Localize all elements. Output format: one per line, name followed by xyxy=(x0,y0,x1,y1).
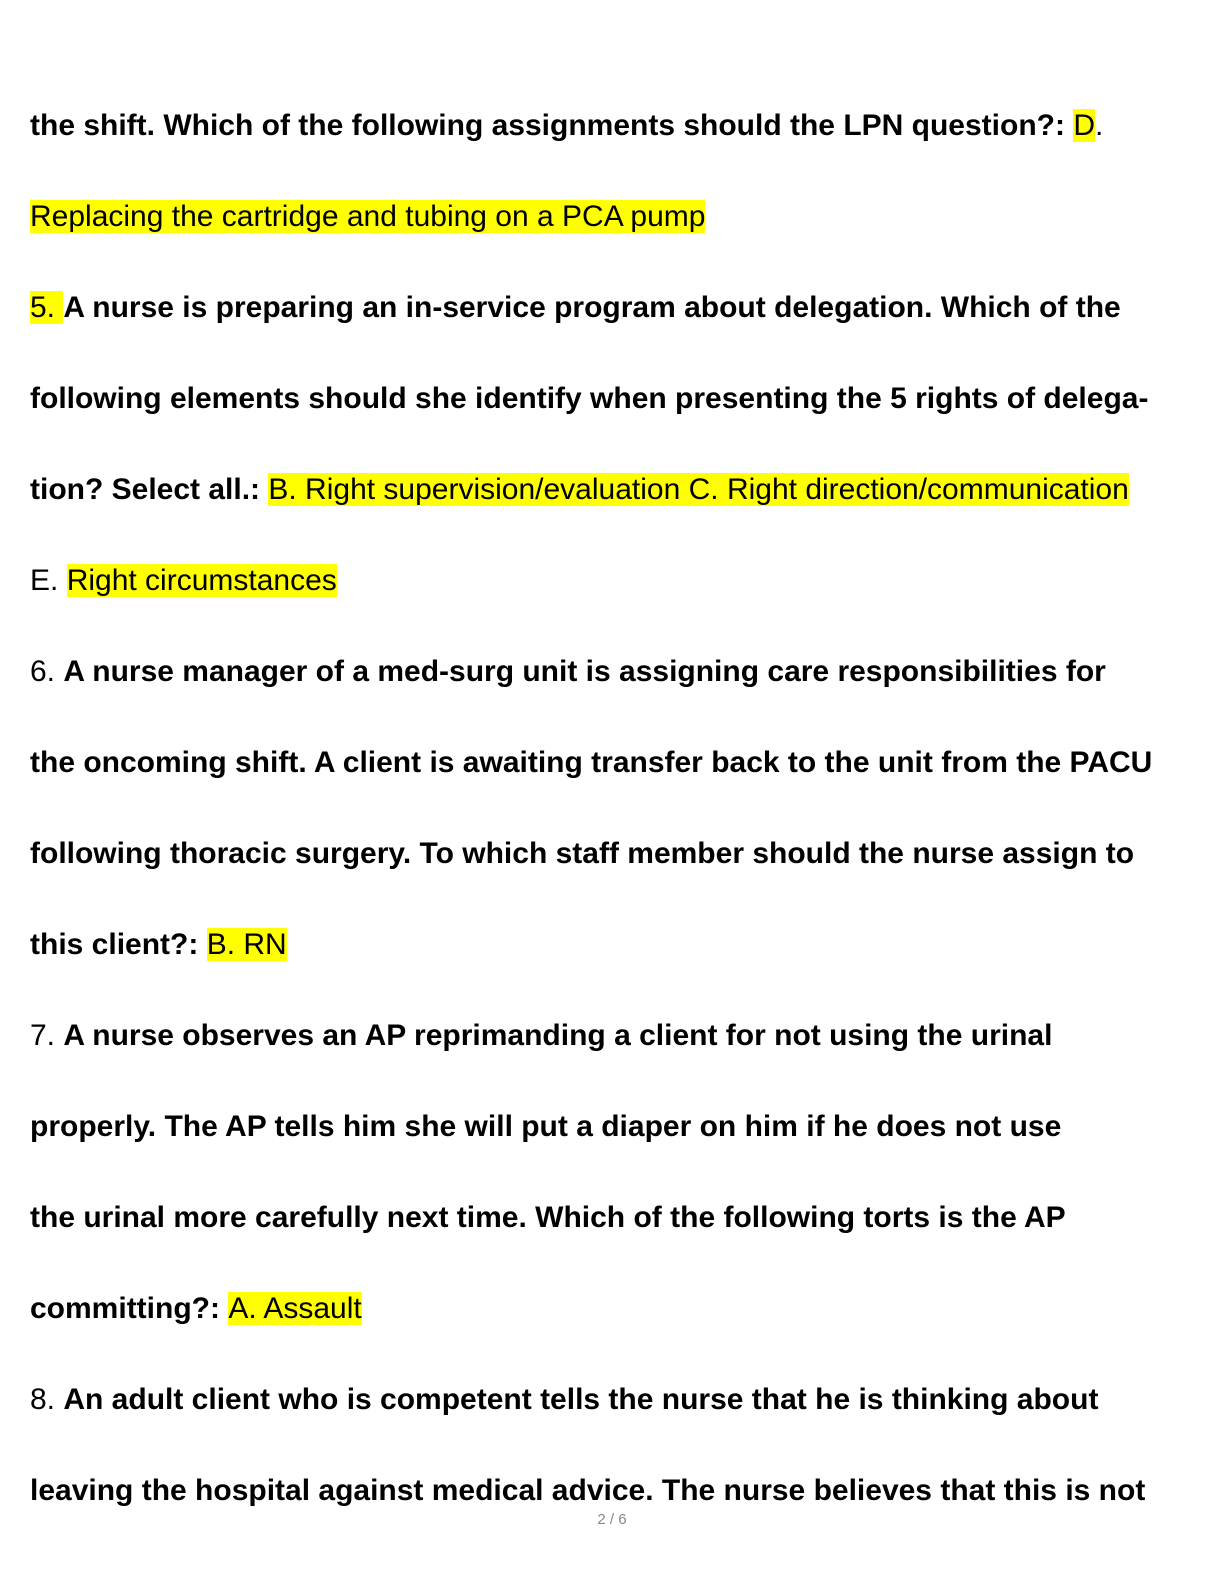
question-text: A nurse observes an AP reprimanding a client for not using the urinal xyxy=(63,1019,1053,1052)
question-text: following thoracic surgery. To which staff member should the nurse assign to xyxy=(30,837,1135,870)
question-number: 7. xyxy=(30,1019,64,1052)
text-line xyxy=(30,472,1129,508)
text-line xyxy=(30,1018,1052,1054)
text-line xyxy=(30,1109,1061,1145)
text-line xyxy=(30,563,337,599)
highlighted-answer: Right circumstances xyxy=(66,564,337,597)
question-text: this client?: xyxy=(30,928,207,961)
text-line xyxy=(30,1200,1066,1236)
question-text: properly. The AP tells him she will put a diaper on him if he does not use xyxy=(30,1110,1062,1143)
text-line xyxy=(30,1291,362,1327)
text-line xyxy=(30,199,705,235)
text-line xyxy=(30,1473,1145,1509)
question-text: A nurse manager of a med-surg unit is assigning care responsibilities for xyxy=(63,655,1106,688)
question-text: the shift. Which of the following assignments should the LPN question?: xyxy=(30,109,1074,142)
text-line xyxy=(30,745,1152,781)
question-text: committing?: xyxy=(30,1292,229,1325)
question-text: leaving the hospital against medical advice. The nurse believes that this is not xyxy=(30,1474,1146,1507)
highlighted-answer: A. Assault xyxy=(228,1292,362,1325)
question-text: An adult client who is competent tells the nurse that he is thinking about xyxy=(63,1383,1099,1416)
text-line xyxy=(30,1382,1098,1418)
text-line xyxy=(30,927,287,963)
text-line xyxy=(30,381,1148,417)
text-line xyxy=(30,654,1106,690)
question-text: the urinal more carefully next time. Which of the following torts is the AP xyxy=(30,1201,1066,1234)
highlighted-answer: B. Right supervision/evaluation C. Right direction/communication xyxy=(268,473,1129,506)
highlighted-answer: B. RN xyxy=(206,928,287,961)
highlighted-answer: Replacing the cartridge and tubing on a PCA pump xyxy=(30,200,706,233)
question-number: 6. xyxy=(30,655,64,688)
highlighted-number: 5. xyxy=(30,291,64,324)
highlighted-answer: D xyxy=(1073,109,1095,142)
question-text: the oncoming shift. A client is awaiting transfer back to the unit from the PACU xyxy=(30,746,1153,779)
text-line xyxy=(30,290,1121,326)
plain-text: . xyxy=(1094,109,1104,142)
question-text: A nurse is preparing an in-service program about delegation. Which of the xyxy=(63,291,1121,324)
question-number: 8. xyxy=(30,1383,64,1416)
text-line xyxy=(30,108,1103,144)
plain-text: E. xyxy=(30,564,67,597)
question-text: following elements should she identify when presenting the 5 rights of delega- xyxy=(30,382,1149,415)
question-text: tion? Select all.: xyxy=(30,473,269,506)
text-line xyxy=(30,836,1134,872)
page-number: 2 / 6 xyxy=(597,1511,627,1528)
